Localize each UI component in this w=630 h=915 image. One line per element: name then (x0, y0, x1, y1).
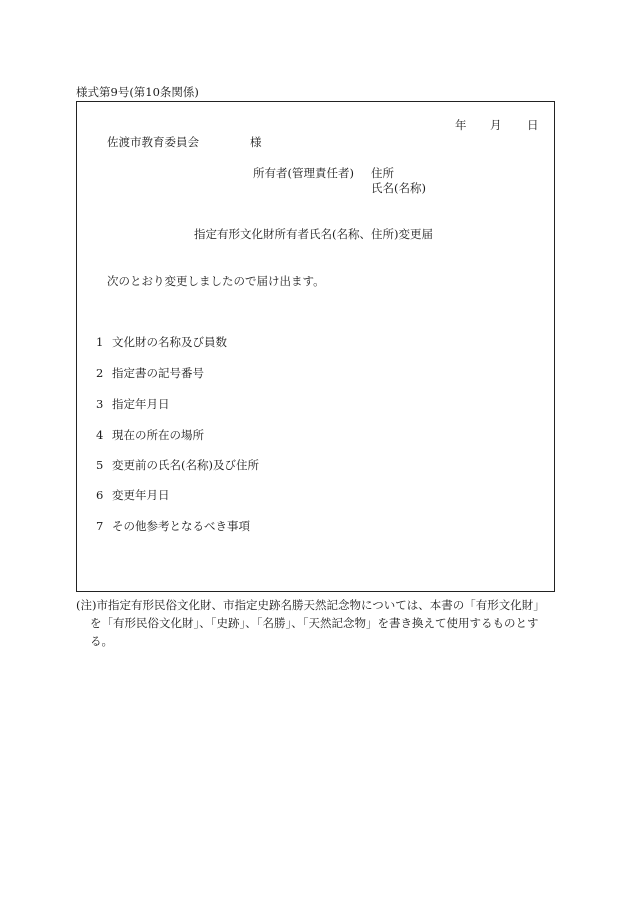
footnote-line-3: る。 (90, 634, 113, 648)
date-day: 日 (527, 118, 539, 132)
date-year: 年 (455, 118, 467, 132)
item-number: 2 (96, 366, 104, 380)
item-text: 指定年月日 (112, 397, 170, 411)
item-number: 6 (96, 488, 104, 502)
item-text: 指定書の記号番号 (112, 366, 204, 380)
form-label: 様式第9号(第10条関係) (76, 85, 199, 99)
item-text: 文化財の名称及び員数 (112, 335, 227, 349)
footnote-line-1: (注)市指定有形民俗文化財、市指定史跡名勝天然記念物については、本書の「有形文化財」 (76, 598, 545, 612)
item-text: 変更前の氏名(名称)及び住所 (112, 458, 259, 472)
addressee-honorific: 様 (250, 135, 262, 149)
item-number: 4 (96, 428, 104, 442)
item-number: 3 (96, 397, 104, 411)
submitter-role: 所有者(管理責任者) (253, 166, 354, 180)
submitter-name-label: 氏名(名称) (371, 181, 426, 195)
item-text: 現在の所在の場所 (112, 428, 204, 442)
form-box (76, 101, 555, 592)
form-title: 指定有形文化財所有者氏名(名称、住所)変更届 (194, 227, 433, 241)
item-number: 1 (96, 335, 104, 349)
submitter-address-label: 住所 (371, 166, 394, 180)
addressee-name: 佐渡市教育委員会 (107, 135, 199, 149)
date-month: 月 (490, 118, 502, 132)
intro-text: 次のとおり変更しましたので届け出ます。 (107, 274, 325, 288)
footnote-line-2: を「有形民俗文化財」、「史跡」、「名勝」、「天然記念物」を書き換えて使用するものとす (90, 616, 539, 630)
item-text: 変更年月日 (112, 488, 170, 502)
item-number: 5 (96, 458, 104, 472)
item-number: 7 (96, 519, 104, 533)
item-text: その他参考となるべき事項 (112, 519, 250, 533)
